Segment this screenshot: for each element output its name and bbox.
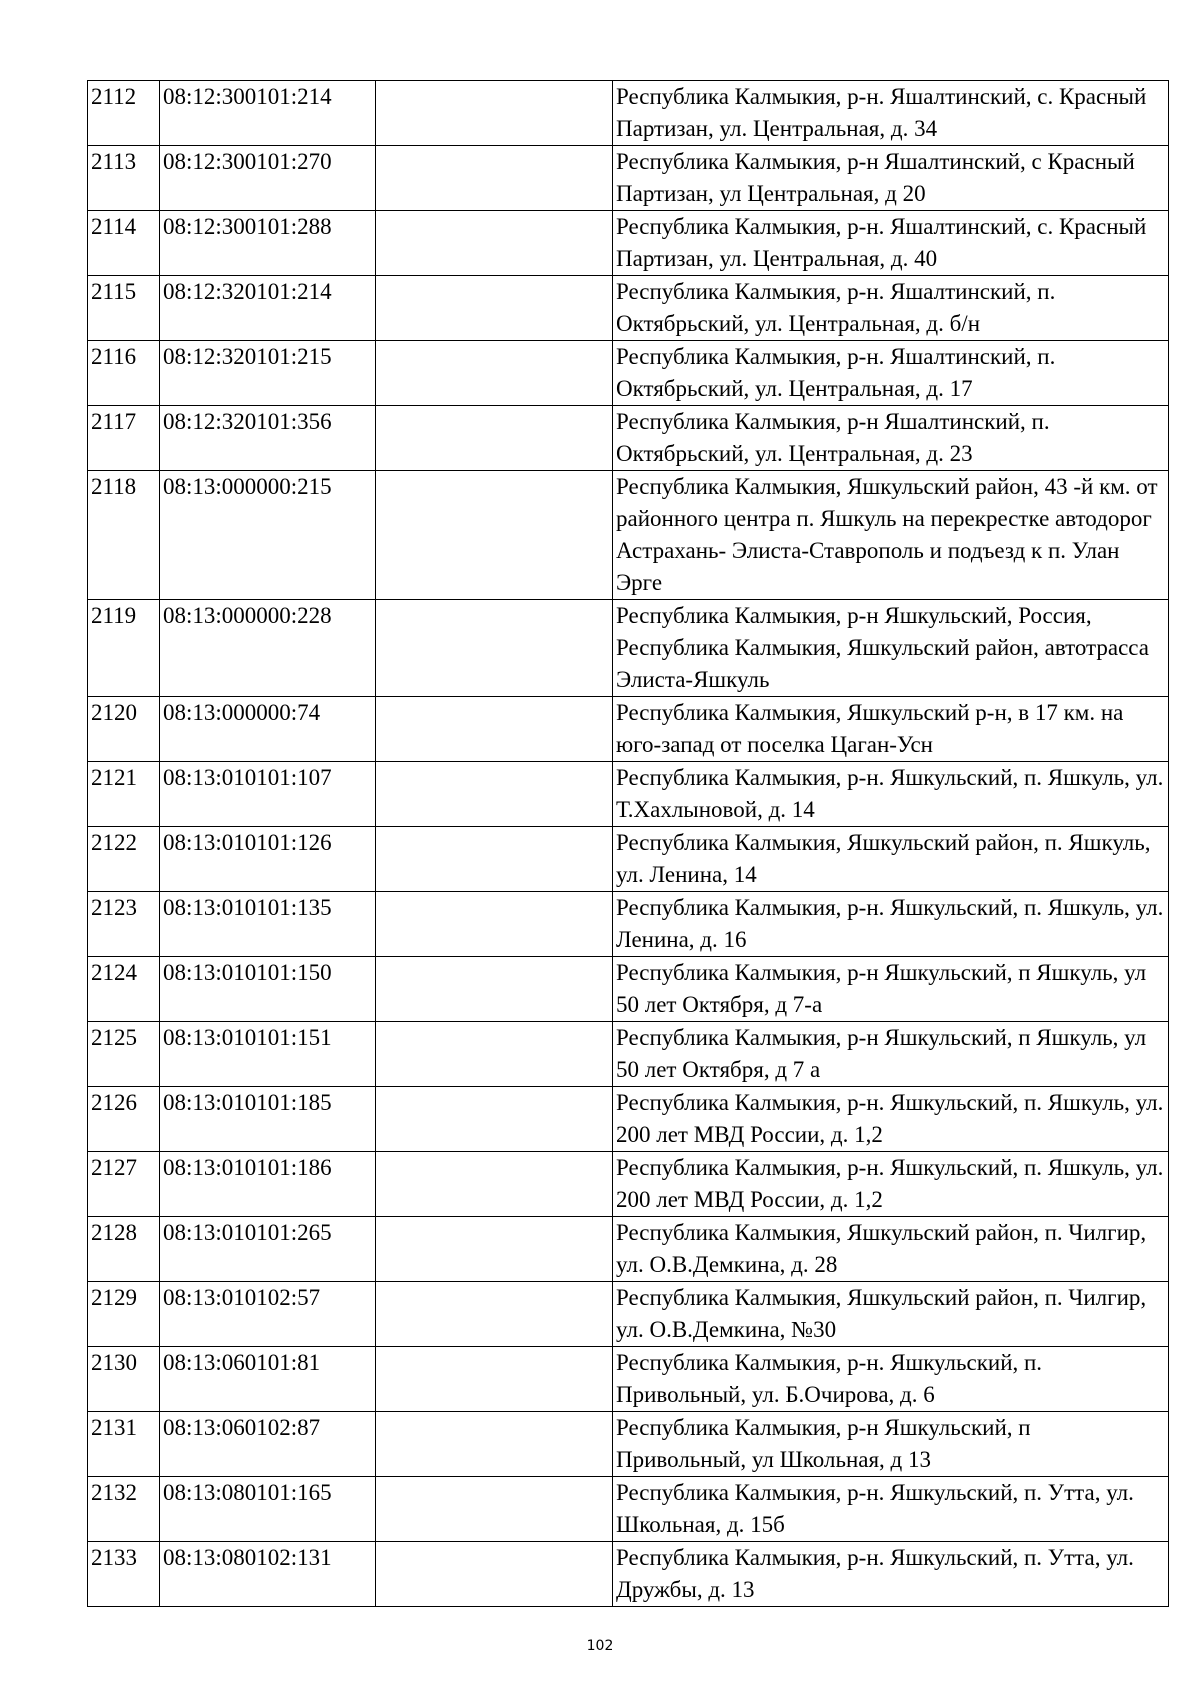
- address-cell: Республика Калмыкия, р-н. Яшкульский, п. Яшкуль, ул. 200 лет МВД России, д. 1,2: [613, 1087, 1169, 1152]
- cadastral-number-cell: 08:13:010101:135: [160, 892, 376, 957]
- address-cell: Республика Калмыкия, р-н. Яшкульский, п. Яшкуль, ул. Ленина, д. 16: [613, 892, 1169, 957]
- address-cell: Республика Калмыкия, р-н. Яшкульский, п. Яшкуль, ул. 200 лет МВД России, д. 1,2: [613, 1152, 1169, 1217]
- table-row: [88, 211, 1169, 276]
- address-cell: Республика Калмыкия, р-н Яшкульский, п Яшкуль, ул 50 лет Октября, д 7-а: [613, 957, 1169, 1022]
- address-cell: Республика Калмыкия, Яшкульский район, п. Яшкуль, ул. Ленина, 14: [613, 827, 1169, 892]
- table-row: [88, 1087, 1169, 1152]
- cadastral-number-cell: 08:13:060101:81: [160, 1347, 376, 1412]
- table-row: [88, 471, 1169, 600]
- address-cell: Республика Калмыкия, р-н Яшкульский, Россия, Республика Калмыкия, Яшкульский район, автотрасса Элиста-Яшкуль: [613, 600, 1169, 697]
- row-number-cell: 2125: [88, 1022, 160, 1087]
- cadastral-number-cell: 08:13:010101:186: [160, 1152, 376, 1217]
- cadastral-number-cell: 08:12:320101:215: [160, 341, 376, 406]
- row-number-cell: 2123: [88, 892, 160, 957]
- cadastral-number-cell: 08:13:060102:87: [160, 1412, 376, 1477]
- table-row: [88, 146, 1169, 211]
- empty-cell: [376, 1477, 613, 1542]
- address-cell: Республика Калмыкия, р-н. Яшалтинский, п. Октябрьский, ул. Центральная, д. б/н: [613, 276, 1169, 341]
- empty-cell: [376, 1022, 613, 1087]
- empty-cell: [376, 1412, 613, 1477]
- address-cell: Республика Калмыкия, р-н. Яшкульский, п. Утта, ул. Дружбы, д. 13: [613, 1542, 1169, 1607]
- address-cell: Республика Калмыкия, р-н. Яшкульский, п. Яшкуль, ул. Т.Хахлыновой, д. 14: [613, 762, 1169, 827]
- empty-cell: [376, 341, 613, 406]
- cadastral-number-cell: 08:13:080101:165: [160, 1477, 376, 1542]
- row-number-cell: 2122: [88, 827, 160, 892]
- address-cell: Республика Калмыкия, р-н Яшалтинский, п. Октябрьский, ул. Центральная, д. 23: [613, 406, 1169, 471]
- cadastral-number-cell: 08:13:000000:215: [160, 471, 376, 600]
- row-number-cell: 2121: [88, 762, 160, 827]
- table-row: [88, 81, 1169, 146]
- empty-cell: [376, 892, 613, 957]
- empty-cell: [376, 406, 613, 471]
- empty-cell: [376, 1542, 613, 1607]
- row-number-cell: 2127: [88, 1152, 160, 1217]
- table-row: [88, 1152, 1169, 1217]
- row-number-cell: 2131: [88, 1412, 160, 1477]
- cadastral-number-cell: 08:12:300101:288: [160, 211, 376, 276]
- address-cell: Республика Калмыкия, р-н. Яшалтинский, п. Октябрьский, ул. Центральная, д. 17: [613, 341, 1169, 406]
- empty-cell: [376, 697, 613, 762]
- cadastral-number-cell: 08:12:320101:214: [160, 276, 376, 341]
- address-cell: Республика Калмыкия, Яшкульский район, п. Чилгир, ул. О.В.Демкина, д. 28: [613, 1217, 1169, 1282]
- empty-cell: [376, 1282, 613, 1347]
- cadastral-number-cell: 08:13:010101:150: [160, 957, 376, 1022]
- row-number-cell: 2129: [88, 1282, 160, 1347]
- empty-cell: [376, 1152, 613, 1217]
- address-cell: Республика Калмыкия, Яшкульский район, п. Чилгир, ул. О.В.Демкина, №30: [613, 1282, 1169, 1347]
- address-cell: Республика Калмыкия, р-н Яшалтинский, с Красный Партизан, ул Центральная, д 20: [613, 146, 1169, 211]
- row-number-cell: 2113: [88, 146, 160, 211]
- address-cell: Республика Калмыкия, Яшкульский р-н, в 17 км. на юго-запад от поселка Цаган-Усн: [613, 697, 1169, 762]
- empty-cell: [376, 1087, 613, 1152]
- table-row: [88, 1477, 1169, 1542]
- table-row: [88, 1412, 1169, 1477]
- empty-cell: [376, 471, 613, 600]
- cadastral-number-cell: 08:13:010101:151: [160, 1022, 376, 1087]
- row-number-cell: 2119: [88, 600, 160, 697]
- table-row: [88, 1022, 1169, 1087]
- cadastral-number-cell: 08:12:300101:270: [160, 146, 376, 211]
- empty-cell: [376, 81, 613, 146]
- cadastral-number-cell: 08:12:320101:356: [160, 406, 376, 471]
- table-row: [88, 600, 1169, 697]
- table-row: [88, 341, 1169, 406]
- cadastral-number-cell: 08:13:000000:74: [160, 697, 376, 762]
- empty-cell: [376, 762, 613, 827]
- address-cell: Республика Калмыкия, р-н. Яшкульский, п. Привольный, ул. Б.Очирова, д. 6: [613, 1347, 1169, 1412]
- table-row: [88, 827, 1169, 892]
- row-number-cell: 2132: [88, 1477, 160, 1542]
- row-number-cell: 2126: [88, 1087, 160, 1152]
- empty-cell: [376, 1347, 613, 1412]
- empty-cell: [376, 211, 613, 276]
- table-row: [88, 1542, 1169, 1607]
- row-number-cell: 2114: [88, 211, 160, 276]
- empty-cell: [376, 276, 613, 341]
- cadastral-number-cell: 08:13:010101:107: [160, 762, 376, 827]
- cadastral-number-cell: 08:13:080102:131: [160, 1542, 376, 1607]
- row-number-cell: 2124: [88, 957, 160, 1022]
- empty-cell: [376, 146, 613, 211]
- page-number: 102: [586, 1638, 614, 1654]
- address-cell: Республика Калмыкия, р-н Яшкульский, п Яшкуль, ул 50 лет Октября, д 7 а: [613, 1022, 1169, 1087]
- row-number-cell: 2118: [88, 471, 160, 600]
- row-number-cell: 2112: [88, 81, 160, 146]
- empty-cell: [376, 600, 613, 697]
- registry-table: [87, 80, 1169, 1607]
- address-cell: Республика Калмыкия, р-н. Яшкульский, п. Утта, ул. Школьная, д. 15б: [613, 1477, 1169, 1542]
- row-number-cell: 2120: [88, 697, 160, 762]
- table-row: [88, 697, 1169, 762]
- address-cell: Республика Калмыкия, Яшкульский район, 43 -й км. от районного центра п. Яшкуль на перекрестке автодорог Астрахань- Элиста-Ставрополь и подъезд к п. Улан Эрге: [613, 471, 1169, 600]
- table-row: [88, 957, 1169, 1022]
- table-row: [88, 276, 1169, 341]
- cadastral-number-cell: 08:13:000000:228: [160, 600, 376, 697]
- table-row: [88, 1282, 1169, 1347]
- address-cell: Республика Калмыкия, р-н. Яшалтинский, с. Красный Партизан, ул. Центральная, д. 40: [613, 211, 1169, 276]
- row-number-cell: 2133: [88, 1542, 160, 1607]
- empty-cell: [376, 957, 613, 1022]
- empty-cell: [376, 1217, 613, 1282]
- table-row: [88, 1347, 1169, 1412]
- cadastral-number-cell: 08:13:010101:126: [160, 827, 376, 892]
- empty-cell: [376, 827, 613, 892]
- row-number-cell: 2128: [88, 1217, 160, 1282]
- row-number-cell: 2130: [88, 1347, 160, 1412]
- address-cell: Республика Калмыкия, р-н Яшкульский, п Привольный, ул Школьная, д 13: [613, 1412, 1169, 1477]
- address-cell: Республика Калмыкия, р-н. Яшалтинский, с. Красный Партизан, ул. Центральная, д. 34: [613, 81, 1169, 146]
- table-row: [88, 1217, 1169, 1282]
- table-row: [88, 406, 1169, 471]
- row-number-cell: 2115: [88, 276, 160, 341]
- cadastral-number-cell: 08:13:010101:265: [160, 1217, 376, 1282]
- cadastral-number-cell: 08:12:300101:214: [160, 81, 376, 146]
- row-number-cell: 2116: [88, 341, 160, 406]
- registry-table-body: [88, 81, 1169, 1607]
- table-row: [88, 892, 1169, 957]
- cadastral-number-cell: 08:13:010102:57: [160, 1282, 376, 1347]
- table-row: [88, 762, 1169, 827]
- row-number-cell: 2117: [88, 406, 160, 471]
- cadastral-number-cell: 08:13:010101:185: [160, 1087, 376, 1152]
